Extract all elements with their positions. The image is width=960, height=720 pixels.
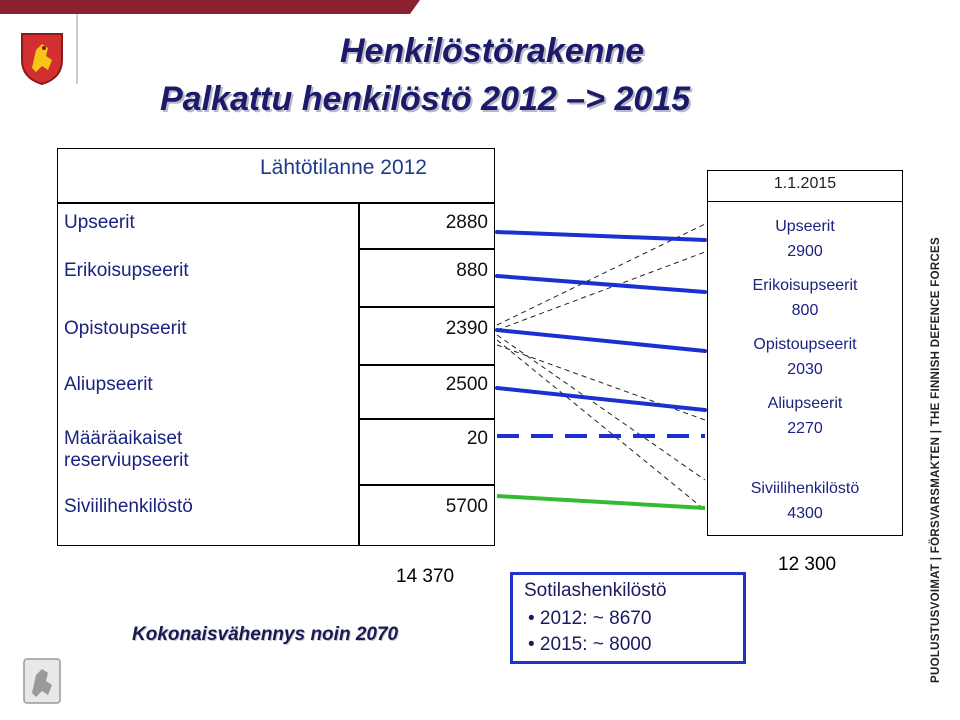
left-total: 14 370 xyxy=(396,566,455,587)
right-row-value-siviilihenkilosto: 4300 xyxy=(787,505,823,522)
left-row-label-siviilihenkilosto: Siviilihenkilöstö xyxy=(64,496,193,517)
page-subtitle: Palkattu henkilöstö 2012 –> 2015 xyxy=(160,80,691,118)
right-row-value-opistoupseerit: 2030 xyxy=(787,361,823,378)
right-row-label-opistoupseerit: Opistoupseerit xyxy=(753,336,857,353)
right-row-label-aliupseerit: Aliupseerit xyxy=(767,395,843,412)
right-total: 12 300 xyxy=(778,554,837,575)
left-row-label-aliupseerit: Aliupseerit xyxy=(64,374,153,395)
military-staff-2012: • 2012: ~ 8670 xyxy=(528,608,652,629)
right-row-value-aliupseerit: 2270 xyxy=(787,420,823,437)
left-row-value-opistoupseerit: 2390 xyxy=(445,318,488,339)
right-row-label-siviilihenkilosto: Siviilihenkilöstö xyxy=(750,480,860,497)
reduction-note: Kokonaisvähennys noin 2070 xyxy=(132,624,399,645)
right-row-value-erikoisupseerit: 800 xyxy=(791,302,819,319)
right-row-label-erikoisupseerit: Erikoisupseerit xyxy=(752,277,858,294)
side-brand-text-container xyxy=(912,237,960,683)
right-table-header: 1.1.2015 xyxy=(773,175,837,192)
siviili-connector xyxy=(497,496,705,508)
military-staff-2015: • 2015: ~ 8000 xyxy=(528,634,652,655)
left-row-label-erikoisupseerit: Erikoisupseerit xyxy=(64,260,189,281)
left-row-label-opistoupseerit: Opistoupseerit xyxy=(64,318,187,339)
aliupseerit-connector xyxy=(497,388,705,410)
left-row-value-maaraaikaiset: 20 xyxy=(466,428,488,449)
dashed-connector xyxy=(497,340,705,510)
left-row-value-aliupseerit: 2500 xyxy=(445,374,488,395)
right-row-label-upseerit: Upseerit xyxy=(775,218,835,235)
left-row-label-maaraaikaiset: Määräaikaiset reserviupseerit xyxy=(64,428,189,471)
left-row-label-upseerit: Upseerit xyxy=(64,212,135,233)
right-row-value-upseerit: 2900 xyxy=(787,243,823,260)
upseerit-connector xyxy=(497,232,705,240)
left-table-header: Lähtötilanne 2012 xyxy=(260,156,427,179)
left-row-value-upseerit: 2880 xyxy=(445,212,488,233)
military-staff-title: Sotilashenkilöstö xyxy=(524,580,667,601)
erikoisupseerit-connector xyxy=(497,276,705,292)
defence-forces-emblem-icon xyxy=(20,655,64,707)
left-row-value-siviilihenkilosto: 5700 xyxy=(445,496,488,517)
left-row-value-erikoisupseerit: 880 xyxy=(456,260,488,281)
page-title: Henkilöstörakenne xyxy=(340,32,645,70)
opistoupseerit-connector xyxy=(497,330,705,351)
side-brand-text: PUOLUSTUSVOIMAT | FÖRSVARSMAKTEN | THE FINNISH DEFENCE FORCES xyxy=(930,237,942,683)
